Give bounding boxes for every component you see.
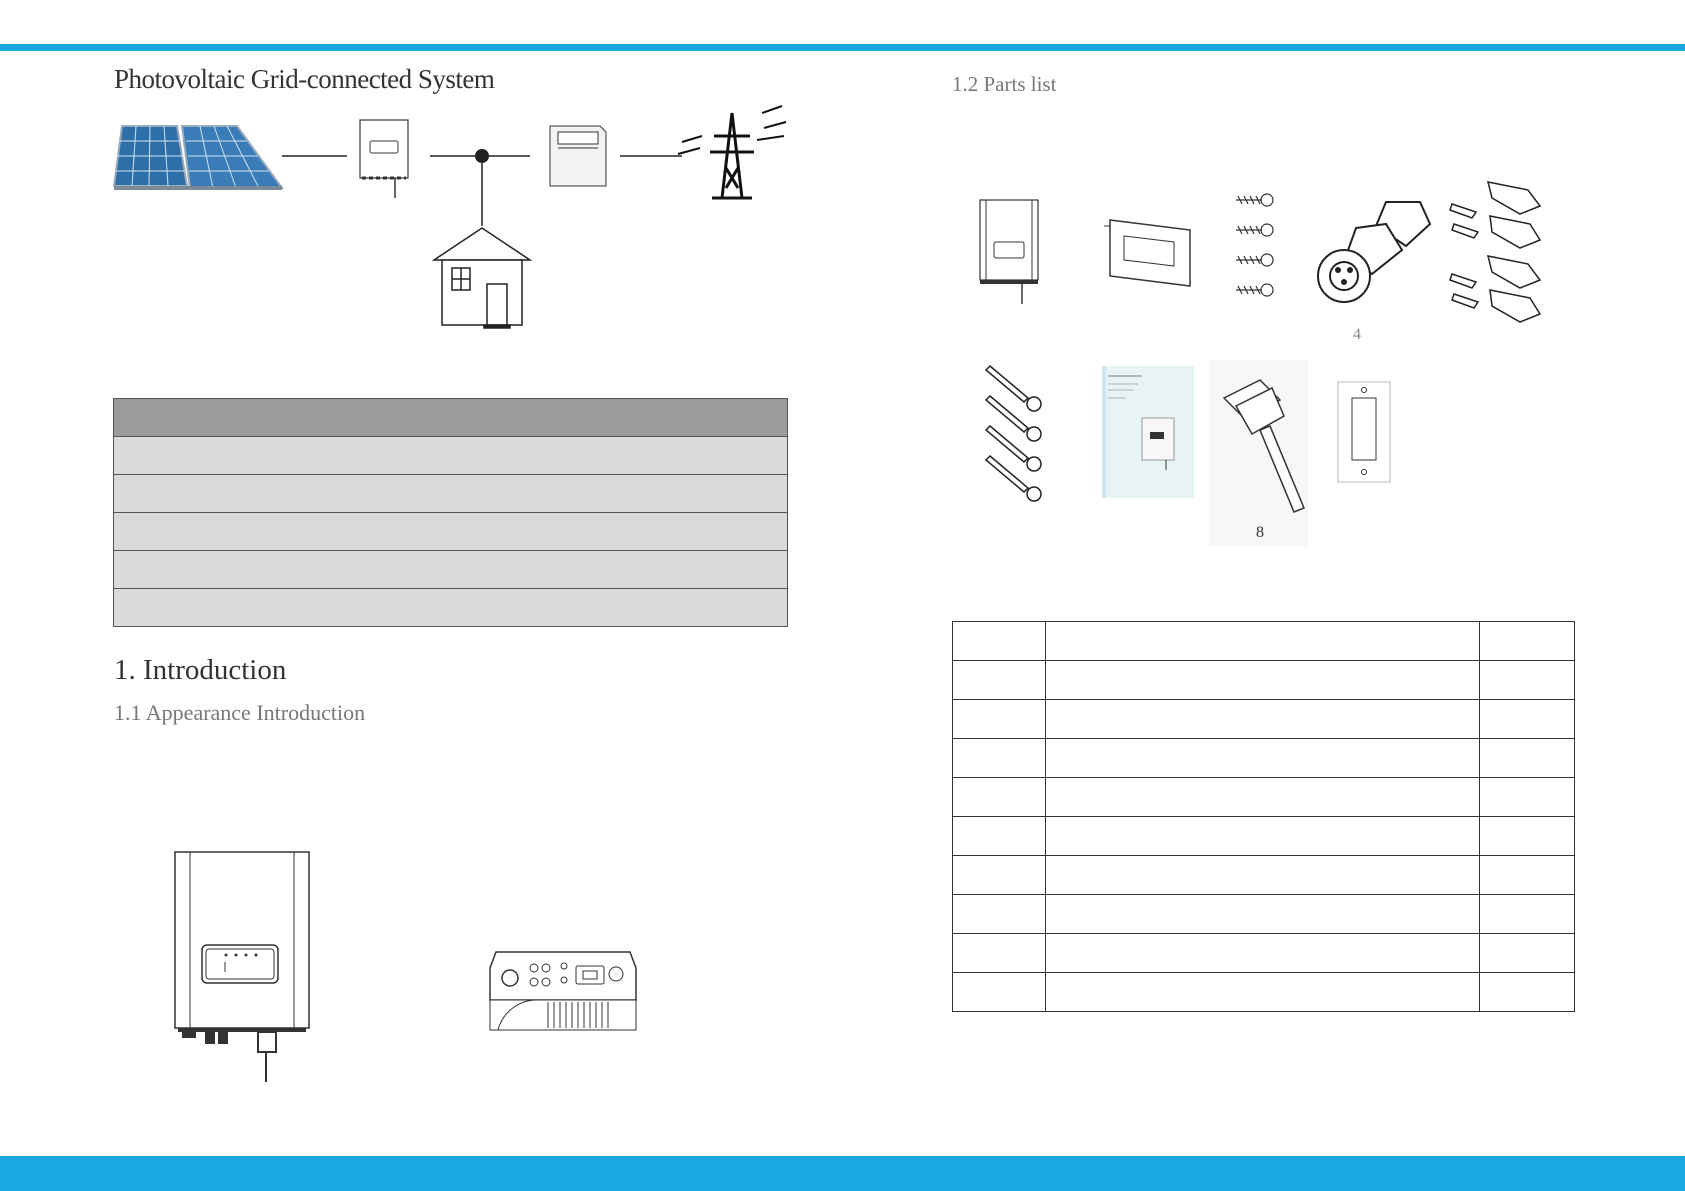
grid-table-row	[114, 513, 788, 551]
part-inverter-illustration	[978, 198, 1044, 306]
part-label-4: 4	[1353, 326, 1361, 343]
table-row	[953, 778, 1575, 817]
part-manual-illustration	[1102, 366, 1194, 498]
bottom-accent-bar	[0, 1156, 1685, 1191]
part-ac-connector-illustration	[1316, 196, 1432, 308]
grid-table-row	[114, 589, 788, 627]
inverter-icon	[360, 120, 408, 198]
power-tower-icon	[678, 106, 786, 198]
parts-title: 1.2 Parts list	[952, 72, 1057, 96]
grid-table-row	[114, 551, 788, 589]
table-row	[953, 973, 1575, 1012]
table-row	[953, 895, 1575, 934]
table-row	[953, 856, 1575, 895]
grid-table	[113, 398, 788, 627]
part-expansion-bolts-illustration	[988, 362, 1048, 506]
part-bracket-illustration	[1104, 218, 1196, 288]
grid-table-row	[114, 475, 788, 513]
meter-icon	[550, 126, 606, 186]
top-accent-bar	[0, 44, 1685, 51]
part-screws-illustration	[1234, 192, 1276, 312]
solar-panel-icon	[114, 126, 282, 190]
intro-title: 1. Introduction	[114, 654, 287, 686]
system-diagram	[112, 108, 812, 333]
part-stick-illustration	[1210, 360, 1308, 546]
part-label-8: 8	[1256, 524, 1264, 541]
part-plate-illustration	[1338, 382, 1390, 482]
part-dc-connectors-illustration	[1448, 176, 1544, 326]
table-row	[953, 817, 1575, 856]
parts-table-header	[953, 622, 1575, 661]
table-row	[953, 739, 1575, 778]
grid-table-row	[114, 437, 788, 475]
parts-table	[952, 621, 1575, 1012]
inverter-front-illustration	[170, 850, 320, 1085]
system-title: Photovoltaic Grid-connected System	[114, 64, 495, 94]
grid-table-header	[114, 399, 788, 437]
table-row	[953, 661, 1575, 700]
appearance-subtitle: 1.1 Appearance Introduction	[114, 700, 366, 725]
table-row	[953, 700, 1575, 739]
house-icon	[434, 228, 530, 328]
inverter-bottom-illustration	[488, 948, 638, 1034]
table-row	[953, 934, 1575, 973]
